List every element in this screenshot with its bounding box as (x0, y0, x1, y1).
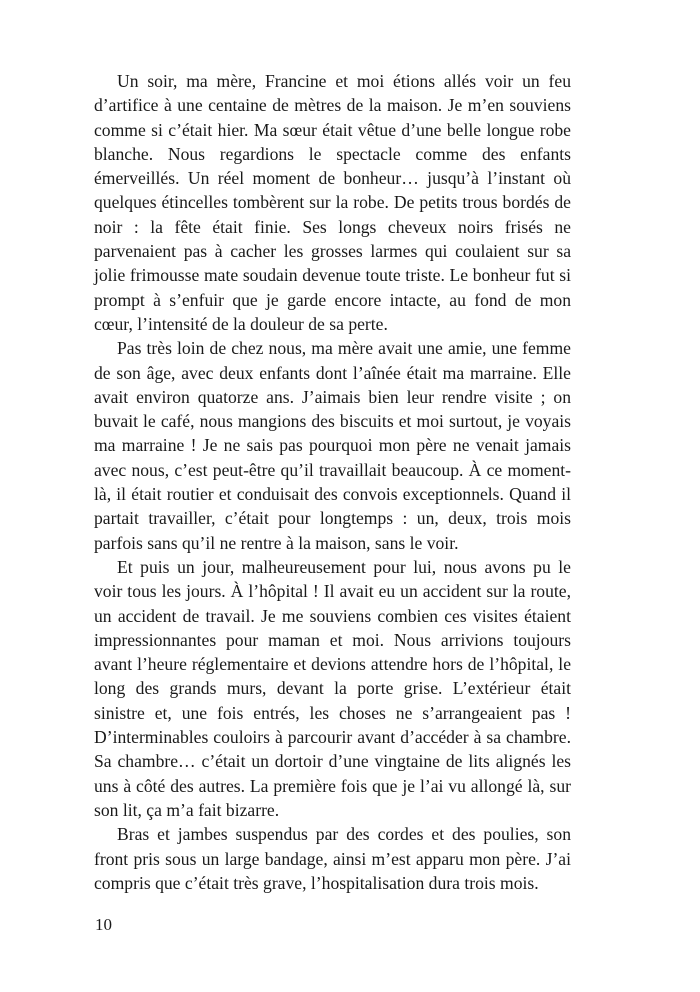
paragraph-godmother-visits: Pas très loin de chez nous, ma mère avait une amie, une femme de son âge, avec deux enfants dont l’aînée était ma marraine. Elle avait environ quatorze ans. J’aimais bien leur rendre visite ; on buvait le café, nous mangions des biscuits et moi surtout, je voyais ma marraine ! Je ne sais pas pourquoi mon père ne venait jamais avec nous, c’est peut-être qu’il travaillait beaucoup. À ce moment-là, il était routier et conduisait des convois exceptionnels. Quand il partait travailler, c’était pour longtemps : un, deux, trois mois parfois sans qu’il ne rentre à la maison, sans le voir. (94, 338, 571, 553)
paragraph-father-injuries: Bras et jambes suspendus par des cordes et des poulies, son front pris sous un large bandage, ainsi m’est apparu mon père. J’ai compris que c’était très grave, l’hospitalisation dura trois mois. (94, 824, 571, 893)
paragraph-hospital: Et puis un jour, malheureusement pour lui, nous avons pu le voir tous les jours. À l’hôpital ! Il avait eu un accident sur la route, un accident de travail. Je me souviens combien ces visites étaient impressionnantes pour maman et moi. Nous arrivions toujours avant l’heure réglementaire et devions attendre hors de l’hôpital, le long des grands murs, devant la porte grise. L’extérieur était sinistre et, une fois entrés, les choses ne s’arrangeaient pas ! D’interminables couloirs à parcourir avant d’accéder à sa chambre. Sa chambre… c’était un dortoir d’une vingtaine de lits alignés les uns à côté des autres. La première fois que je l’ai vu allongé là, sur son lit, ça m’a fait bizarre. (94, 556, 571, 820)
body-text (94, 69, 571, 895)
paragraph-fireworks: Un soir, ma mère, Francine et moi étions allés voir un feu d’artifice à une centaine de mètres de la maison. Je m’en souviens comme si c’était hier. Ma sœur était vêtue d’une belle longue robe blanche. Nous regardions le spectacle comme des enfants émerveillés. Un réel moment de bonheur… jusqu’à l’instant où quelques étincelles tombèrent sur la robe. De petits trous bordés de noir : la fête était finie. Ses longs cheveux noirs frisés ne parvenaient pas à cacher les grosses larmes qui coulaient sur sa jolie frimousse mate soudain devenue toute triste. Le bonheur fut si prompt à s’enfuir que je garde encore intacte, au fond de mon cœur, l’intensité de la douleur de sa perte. (94, 71, 571, 334)
page-number: 10 (95, 915, 112, 934)
